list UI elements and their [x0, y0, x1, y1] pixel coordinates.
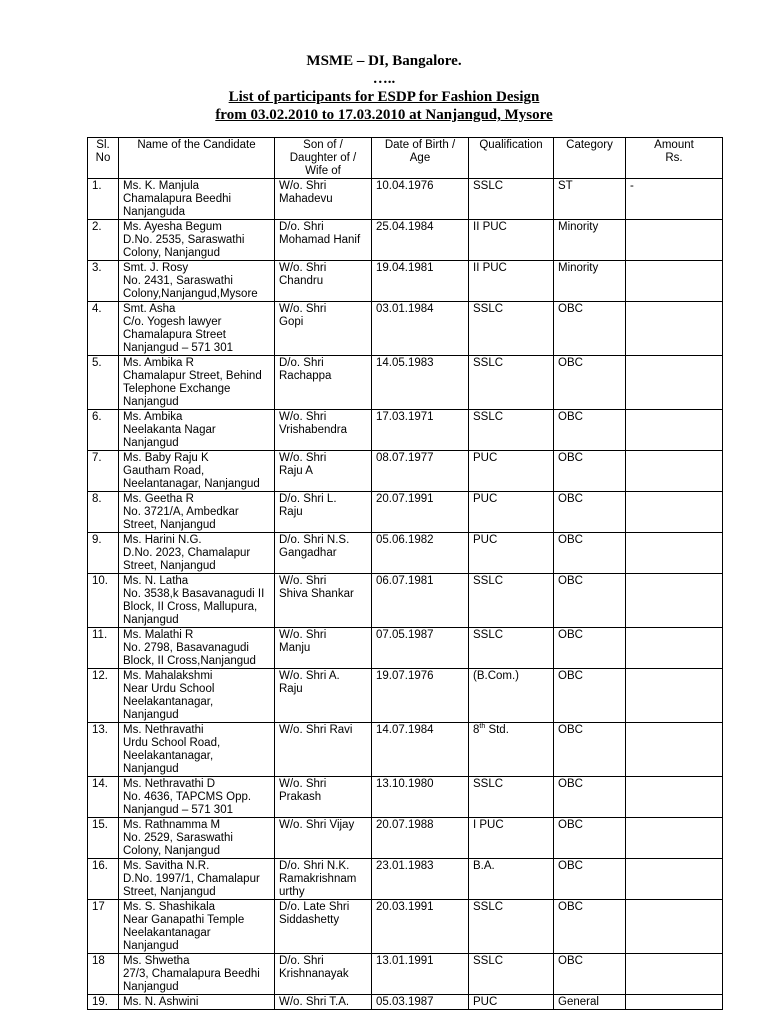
cell-candidate-name	[119, 533, 275, 574]
cell-amount	[626, 356, 723, 410]
relation-line: Mahadevu	[279, 193, 333, 205]
cell-dob: 13.10.1980	[372, 777, 469, 818]
cell-qualification: (B.Com.)	[469, 669, 554, 723]
candidate-line: Nanjangud	[123, 437, 179, 449]
cell-amount	[626, 628, 723, 669]
cell-dob: 19.07.1976	[372, 669, 469, 723]
cell-candidate-name	[119, 410, 275, 451]
cell-sl: 4.	[88, 302, 119, 356]
relation-line: Rachappa	[279, 370, 332, 382]
cell-relation	[275, 356, 372, 410]
relation-line: W/o. Shri A.	[279, 670, 340, 682]
relation-line: Shiva Shankar	[279, 588, 354, 600]
cell-amount	[626, 669, 723, 723]
cell-category: OBC	[554, 533, 626, 574]
cell-dob: 14.07.1984	[372, 723, 469, 777]
relation-line: Manju	[279, 642, 311, 654]
cell-relation	[275, 628, 372, 669]
cell-relation	[275, 859, 372, 900]
cell-sl: 11.	[88, 628, 119, 669]
relation-line: D/o. Shri N.S.	[279, 534, 350, 546]
cell-relation	[275, 451, 372, 492]
relation-line: W/o. Shri	[279, 411, 327, 423]
cell-candidate-name	[119, 859, 275, 900]
document-header	[0, 52, 768, 124]
relation-line: W/o. Shri	[279, 262, 327, 274]
cell-relation	[275, 302, 372, 356]
table-row	[88, 574, 723, 628]
candidate-line: Chamalapura Beedhi	[123, 193, 232, 205]
cell-candidate-name	[119, 220, 275, 261]
cell-qualification: SSLC	[469, 954, 554, 995]
cell-relation	[275, 261, 372, 302]
table-row	[88, 261, 723, 302]
relation-line: D/o. Shri	[279, 955, 324, 967]
candidate-line: C/o. Yogesh lawyer	[123, 316, 222, 328]
table-row	[88, 995, 723, 1010]
org-title: MSME – DI, Bangalore.	[306, 53, 462, 69]
cell-candidate-name	[119, 777, 275, 818]
table-header-row	[88, 138, 723, 179]
cell-relation	[275, 179, 372, 220]
cell-qualification	[469, 723, 554, 777]
candidate-line: Ms. Mahalakshmi	[123, 670, 213, 682]
cell-relation	[275, 995, 372, 1010]
cell-candidate-name	[119, 723, 275, 777]
cell-sl: 3.	[88, 261, 119, 302]
cell-category: OBC	[554, 410, 626, 451]
qualification-number: 8	[473, 724, 480, 736]
cell-sl: 17	[88, 900, 119, 954]
table-row	[88, 302, 723, 356]
cell-sl: 2.	[88, 220, 119, 261]
cell-category: OBC	[554, 356, 626, 410]
col-header-qualification: Qualification	[469, 138, 554, 179]
cell-category: ST	[554, 179, 626, 220]
col-header-category: Category	[554, 138, 626, 179]
candidate-line: Nanjangud	[123, 940, 179, 952]
candidate-line: No. 3721/A, Ambedkar	[123, 506, 239, 518]
candidate-line: No. 2798, Basavanagudi	[123, 642, 249, 654]
cell-relation	[275, 220, 372, 261]
relation-line: Raju A	[279, 465, 313, 477]
cell-dob: 05.03.1987	[372, 995, 469, 1010]
cell-candidate-name	[119, 954, 275, 995]
candidate-line: Ms. Geetha R	[123, 493, 194, 505]
relation-line: Prakash	[279, 791, 322, 803]
candidate-line: Chamalapura Street	[123, 329, 226, 341]
relation-line: W/o. Shri	[279, 778, 327, 790]
cell-dob: 06.07.1981	[372, 574, 469, 628]
candidate-line: Neelakanta Nagar	[123, 424, 216, 436]
qualification-rest: Std.	[485, 724, 509, 736]
relation-line: W/o. Shri Ravi	[279, 724, 353, 736]
relation-line: urthy	[279, 886, 305, 898]
table-row	[88, 723, 723, 777]
candidate-line: Nanjangud – 571 301	[123, 804, 233, 816]
relation-line: Siddashetty	[279, 914, 340, 926]
candidate-line: Gautham Road,	[123, 465, 205, 477]
relation-line: W/o. Shri	[279, 629, 327, 641]
relation-line: D/o. Shri N.K.	[279, 860, 350, 872]
candidate-line: Street, Nanjangud	[123, 560, 216, 572]
candidate-line: Colony, Nanjangud	[123, 845, 220, 857]
cell-dob: 17.03.1971	[372, 410, 469, 451]
candidate-line: Nanjanguda	[123, 206, 186, 218]
candidate-line: D.No. 2535, Saraswathi	[123, 234, 245, 246]
cell-amount	[626, 995, 723, 1010]
cell-category: OBC	[554, 628, 626, 669]
cell-amount	[626, 302, 723, 356]
cell-dob: 23.01.1983	[372, 859, 469, 900]
candidate-line: Nanjangud	[123, 614, 179, 626]
relation-line: Chandru	[279, 275, 324, 287]
table-row	[88, 451, 723, 492]
candidate-line: Ms. K. Manjula	[123, 180, 200, 192]
cell-qualification: PUC	[469, 995, 554, 1010]
candidate-line: No. 2529, Saraswathi	[123, 832, 233, 844]
cell-amount	[626, 954, 723, 995]
cell-category: OBC	[554, 859, 626, 900]
relation-line: W/o. Shri Vijay	[279, 819, 355, 831]
list-title: List of participants for ESDP for Fashion Design	[228, 89, 540, 105]
relation-line: Gangadhar	[279, 547, 337, 559]
candidate-line: Colony,Nanjangud,Mysore	[123, 288, 258, 300]
candidate-line: Ms. Malathi R	[123, 629, 194, 641]
cell-dob: 19.04.1981	[372, 261, 469, 302]
relation-line: D/o. Late Shri	[279, 901, 350, 913]
cell-dob: 03.01.1984	[372, 302, 469, 356]
cell-sl: 8.	[88, 492, 119, 533]
candidate-line: Nanjangud – 571 301	[123, 342, 233, 354]
cell-dob: 13.01.1991	[372, 954, 469, 995]
relation-line: D/o. Shri	[279, 221, 324, 233]
cell-relation	[275, 533, 372, 574]
cell-dob: 20.07.1988	[372, 818, 469, 859]
cell-sl: 19.	[88, 995, 119, 1010]
cell-dob: 20.03.1991	[372, 900, 469, 954]
cell-dob: 20.07.1991	[372, 492, 469, 533]
table-row	[88, 179, 723, 220]
cell-amount	[626, 859, 723, 900]
cell-candidate-name	[119, 900, 275, 954]
relation-line: Raju	[279, 506, 303, 518]
cell-sl: 1.	[88, 179, 119, 220]
cell-amount	[626, 818, 723, 859]
cell-qualification: SSLC	[469, 628, 554, 669]
cell-qualification: SSLC	[469, 777, 554, 818]
candidate-line: No. 4636, TAPCMS Opp.	[123, 791, 252, 803]
cell-sl: 15.	[88, 818, 119, 859]
cell-relation	[275, 900, 372, 954]
cell-sl: 14.	[88, 777, 119, 818]
candidate-line: Ms. Ambika	[123, 411, 183, 423]
cell-amount: -	[626, 179, 723, 220]
cell-category: OBC	[554, 723, 626, 777]
cell-qualification: SSLC	[469, 410, 554, 451]
cell-candidate-name	[119, 995, 275, 1010]
cell-sl: 5.	[88, 356, 119, 410]
cell-relation	[275, 723, 372, 777]
table-row	[88, 628, 723, 669]
cell-relation	[275, 492, 372, 533]
cell-category: OBC	[554, 574, 626, 628]
table-row	[88, 492, 723, 533]
cell-sl: 13.	[88, 723, 119, 777]
candidate-line: Street, Nanjangud	[123, 519, 216, 531]
relation-line: Mohamad Hanif	[279, 234, 361, 246]
col-header-sl: Sl. No	[88, 138, 119, 179]
candidate-line: Ms. Nethravathi	[123, 724, 204, 736]
cell-relation	[275, 954, 372, 995]
col-header-amount: Amount Rs.	[626, 138, 723, 179]
cell-amount	[626, 492, 723, 533]
cell-candidate-name	[119, 574, 275, 628]
cell-amount	[626, 533, 723, 574]
candidate-line: Neelakantanagar,	[123, 750, 214, 762]
col-header-dob: Date of Birth / Age	[372, 138, 469, 179]
candidate-line: Chamalapur Street, Behind	[123, 370, 262, 382]
cell-category: General	[554, 995, 626, 1010]
cell-qualification: SSLC	[469, 302, 554, 356]
table-row	[88, 777, 723, 818]
candidate-line: Nanjangud	[123, 763, 179, 775]
cell-dob: 10.04.1976	[372, 179, 469, 220]
cell-dob: 14.05.1983	[372, 356, 469, 410]
relation-line: Krishnanayak	[279, 968, 349, 980]
cell-candidate-name	[119, 261, 275, 302]
cell-amount	[626, 723, 723, 777]
cell-amount	[626, 220, 723, 261]
col-header-name: Name of the Candidate	[119, 138, 275, 179]
table-row	[88, 669, 723, 723]
cell-dob: 05.06.1982	[372, 533, 469, 574]
relation-line: W/o. Shri	[279, 575, 327, 587]
candidate-line: Near Ganapathi Temple	[123, 914, 245, 926]
cell-category: OBC	[554, 777, 626, 818]
cell-relation	[275, 777, 372, 818]
cell-candidate-name	[119, 818, 275, 859]
table-row	[88, 818, 723, 859]
cell-candidate-name	[119, 179, 275, 220]
cell-qualification: II PUC	[469, 261, 554, 302]
cell-sl: 9.	[88, 533, 119, 574]
candidate-line: Ms. N. Ashwini	[123, 996, 199, 1008]
candidate-line: Nanjangud	[123, 709, 179, 721]
cell-dob: 25.04.1984	[372, 220, 469, 261]
cell-qualification: SSLC	[469, 356, 554, 410]
candidate-line: Urdu School Road,	[123, 737, 221, 749]
candidate-line: Smt. Asha	[123, 303, 176, 315]
table-row	[88, 356, 723, 410]
candidate-line: D.No. 1997/1, Chamalapur	[123, 873, 260, 885]
cell-amount	[626, 410, 723, 451]
cell-candidate-name	[119, 451, 275, 492]
candidate-line: Ms. N. Latha	[123, 575, 189, 587]
candidate-line: Nanjangud	[123, 981, 179, 993]
cell-amount	[626, 451, 723, 492]
table-row	[88, 859, 723, 900]
cell-relation	[275, 669, 372, 723]
candidate-line: Neelantanagar, Nanjangud	[123, 478, 260, 490]
table-row	[88, 900, 723, 954]
participants-table	[87, 137, 723, 1010]
table-row	[88, 954, 723, 995]
relation-line: Vrishabendra	[279, 424, 347, 436]
cell-sl: 12.	[88, 669, 119, 723]
cell-sl: 18	[88, 954, 119, 995]
cell-sl: 16.	[88, 859, 119, 900]
candidate-line: 27/3, Chamalapura Beedhi	[123, 968, 260, 980]
cell-candidate-name	[119, 302, 275, 356]
cell-qualification: II PUC	[469, 220, 554, 261]
candidate-line: Ms. Shwetha	[123, 955, 190, 967]
cell-category: OBC	[554, 302, 626, 356]
candidate-line: Smt. J. Rosy	[123, 262, 189, 274]
cell-relation	[275, 574, 372, 628]
cell-candidate-name	[119, 628, 275, 669]
relation-line: W/o. Shri T.A.	[279, 996, 350, 1008]
candidate-line: No. 3538,k Basavanagudi II	[123, 588, 265, 600]
candidate-line: Near Urdu School	[123, 683, 215, 695]
cell-category: OBC	[554, 900, 626, 954]
cell-category: OBC	[554, 492, 626, 533]
relation-line: W/o. Shri	[279, 452, 327, 464]
candidate-line: No. 2431, Saraswathi	[123, 275, 233, 287]
candidate-line: Neelakantanagar	[123, 927, 211, 939]
cell-qualification: SSLC	[469, 179, 554, 220]
cell-amount	[626, 261, 723, 302]
relation-line: D/o. Shri	[279, 357, 324, 369]
table-row	[88, 410, 723, 451]
candidate-line: D.No. 2023, Chamalapur	[123, 547, 251, 559]
relation-line: Raju	[279, 683, 303, 695]
relation-line: W/o. Shri	[279, 180, 327, 192]
cell-sl: 6.	[88, 410, 119, 451]
cell-dob: 08.07.1977	[372, 451, 469, 492]
candidate-line: Block, II Cross,Nanjangud	[123, 655, 256, 667]
candidate-line: Ms. Baby Raju K	[123, 452, 209, 464]
candidate-line: Telephone Exchange	[123, 383, 231, 395]
cell-sl: 10.	[88, 574, 119, 628]
qualification-suffix: th	[479, 723, 486, 731]
cell-amount	[626, 574, 723, 628]
col-header-relation: Son of / Daughter of / Wife of	[275, 138, 372, 179]
candidate-line: Ms. Rathnamma M	[123, 819, 221, 831]
cell-category: Minority	[554, 220, 626, 261]
cell-category: OBC	[554, 954, 626, 995]
list-subtitle: from 03.02.2010 to 17.03.2010 at Nanjangud, Mysore	[215, 107, 553, 123]
cell-category: Minority	[554, 261, 626, 302]
relation-line: D/o. Shri L.	[279, 493, 337, 505]
candidate-line: Ms. Harini N.G.	[123, 534, 202, 546]
candidate-line: Block, II Cross, Mallupura,	[123, 601, 258, 613]
candidate-line: Nanjangud	[123, 396, 179, 408]
cell-qualification: PUC	[469, 451, 554, 492]
candidate-line: Street, Nanjangud	[123, 886, 216, 898]
relation-line: W/o. Shri	[279, 303, 327, 315]
candidate-line: Neelakantanagar,	[123, 696, 214, 708]
candidate-line: Ms. Savitha N.R.	[123, 860, 210, 872]
cell-dob: 07.05.1987	[372, 628, 469, 669]
cell-candidate-name	[119, 356, 275, 410]
candidate-line: Ms. Ambika R	[123, 357, 194, 369]
table-row	[88, 533, 723, 574]
cell-qualification: SSLC	[469, 574, 554, 628]
cell-qualification: B.A.	[469, 859, 554, 900]
cell-qualification: PUC	[469, 492, 554, 533]
cell-category: OBC	[554, 669, 626, 723]
header-dots: …..	[372, 71, 396, 87]
cell-amount	[626, 777, 723, 818]
relation-line: Gopi	[279, 316, 304, 328]
cell-candidate-name	[119, 669, 275, 723]
cell-category: OBC	[554, 818, 626, 859]
cell-relation	[275, 818, 372, 859]
cell-qualification: SSLC	[469, 900, 554, 954]
candidate-line: Ms. S. Shashikala	[123, 901, 216, 913]
candidate-line: Colony, Nanjangud	[123, 247, 220, 259]
cell-relation	[275, 410, 372, 451]
cell-category: OBC	[554, 451, 626, 492]
candidate-line: Ms. Ayesha Begum	[123, 221, 222, 233]
candidate-line: Ms. Nethravathi D	[123, 778, 216, 790]
cell-amount	[626, 900, 723, 954]
cell-qualification: PUC	[469, 533, 554, 574]
cell-qualification: I PUC	[469, 818, 554, 859]
cell-candidate-name	[119, 492, 275, 533]
table-body	[88, 179, 723, 1010]
cell-sl: 7.	[88, 451, 119, 492]
relation-line: Ramakrishnam	[279, 873, 357, 885]
table-row	[88, 220, 723, 261]
